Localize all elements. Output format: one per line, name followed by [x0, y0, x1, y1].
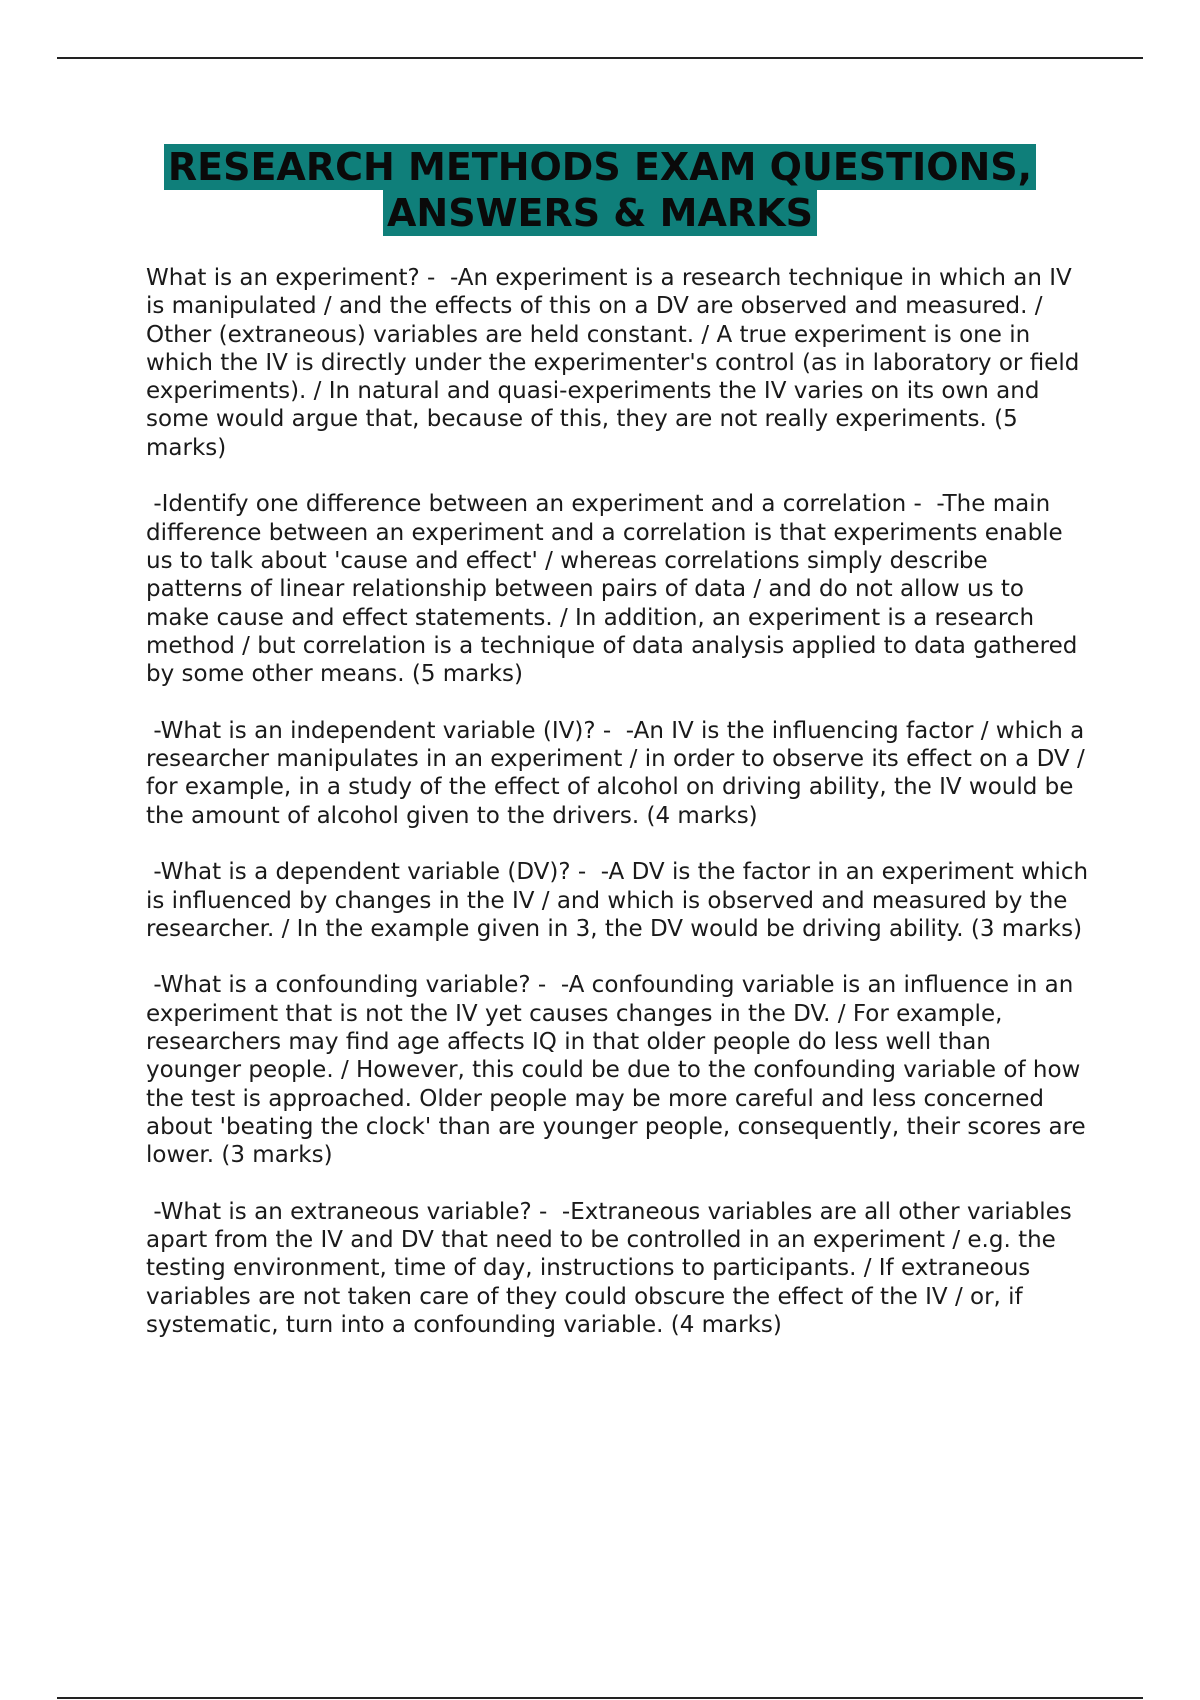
- bottom-rule: [57, 1697, 1143, 1699]
- title-line-2: ANSWERS & MARKS: [383, 190, 817, 236]
- qa-entry-independent-variable: -What is an independent variable (IV)? - -An IV is the influencing factor / which a researcher manipulates in an experiment / in order to observe its effect on a DV / for example, in a study of the effect of alcohol on driving ability, the IV would be the amount of alcohol given to the drivers. (4 marks): [146, 717, 1092, 829]
- page-title: [100, 144, 1100, 236]
- qa-entry-experiment-vs-correlation: -Identify one difference between an experiment and a correlation - -The main difference between an experiment and a correlation is that experiments enable us to talk about 'cause and effect' / whereas correlations simply describe patterns of linear relationship between pairs of data / and do not allow us to make cause and effect statements. / In addition, an experiment is a research method / but correlation is a technique of data analysis applied to data gathered by some other means. (5 marks): [146, 491, 1085, 688]
- top-rule: [57, 57, 1143, 59]
- qa-list: [146, 264, 1096, 1368]
- title-line-1: RESEARCH METHODS EXAM QUESTIONS,: [164, 144, 1036, 190]
- qa-entry-dependent-variable: -What is a dependent variable (DV)? - -A DV is the factor in an experiment which is influenced by changes in the IV / and which is observed and measured by the researcher. / In the example given in 3, the DV would be driving ability. (3 marks): [146, 859, 1096, 942]
- qa-entry-experiment: What is an experiment? - -An experiment is a research technique in which an IV is manipulated / and the effects of this on a DV are observed and measured. / Other (extraneous) variables are held constant. / A true experiment is one in which the IV is directly under the experimenter's control (as in laboratory or field experiments). / In natural and quasi-experiments the IV varies on its own and some would argue that, because of this, they are not really experiments. (5 marks): [146, 265, 1087, 461]
- qa-entry-extraneous-variable: -What is an extraneous variable? - -Extraneous variables are all other variables apart from the IV and DV that need to be controlled in an experiment / e.g. the testing environment, time of day, instructions to participants. / If extraneous variables are not taken care of they could obscure the effect of the IV / or, if systematic, turn into a confounding variable. (4 marks): [146, 1198, 1080, 1338]
- qa-entry-confounding-variable: -What is a confounding variable? - -A confounding variable is an influence in an experiment that is not the IV yet causes changes in the DV. / For example, researchers may find age affects IQ in that older people do less well than younger people. / However, this could be due to the confounding variable of how the test is approached. Older people may be more careful and less concerned about 'beating the clock' than are younger people, consequently, their scores are lower. (3 marks): [146, 972, 1093, 1169]
